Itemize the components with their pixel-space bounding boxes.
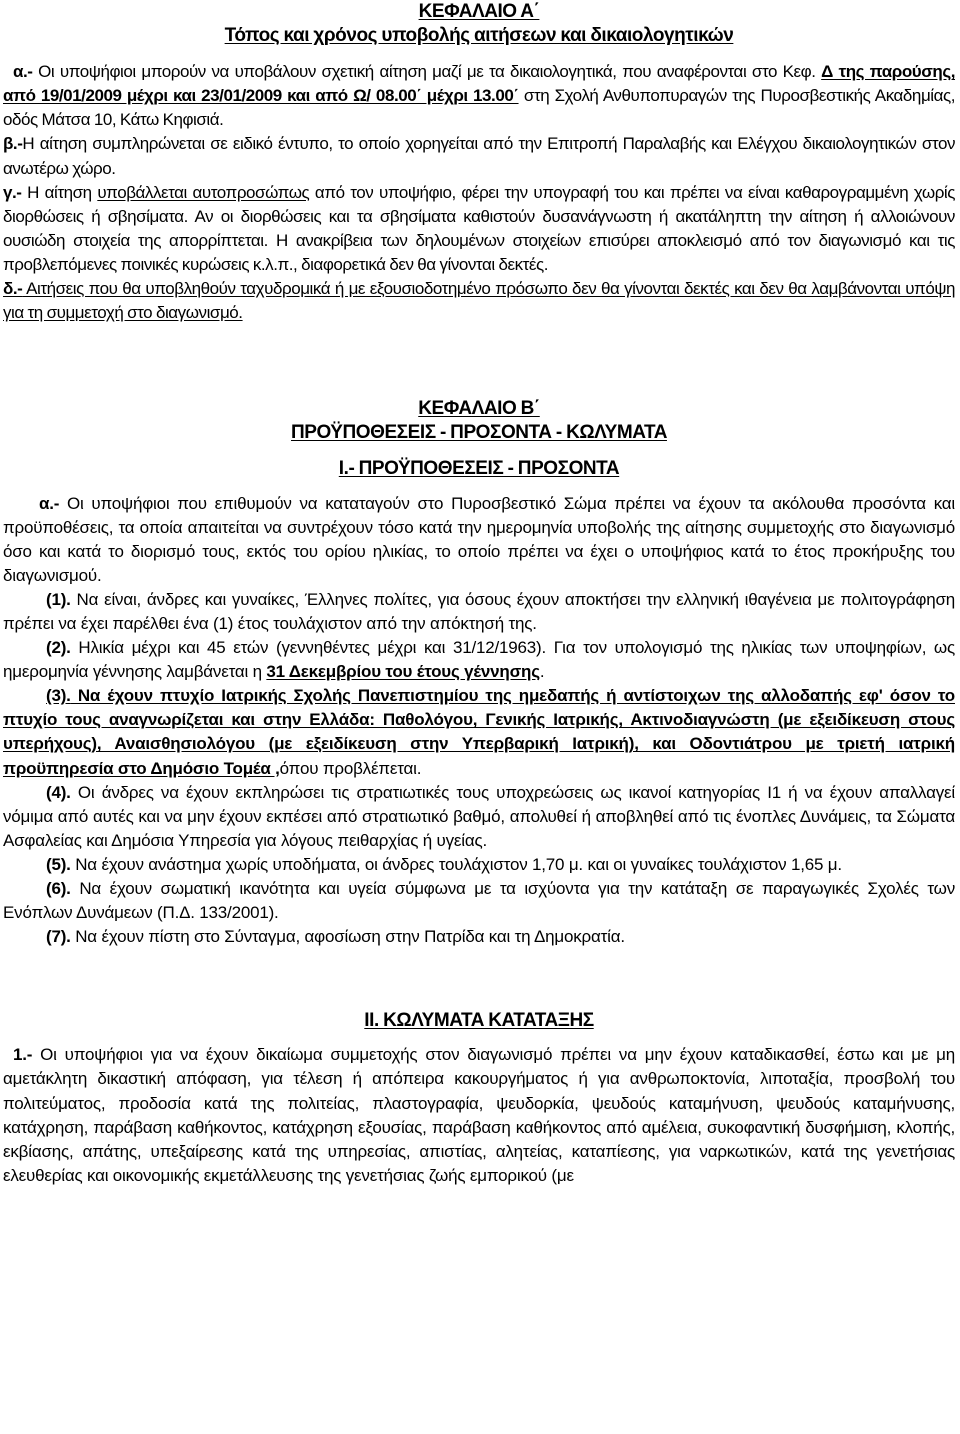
requirement-6 xyxy=(3,877,955,925)
requirement-4-text: Οι άνδρες να έχουν εκπληρώσει τις στρατιωτικές τους υποχρεώσεις ως ικανοί κατηγορίας Ι1 ή να έχουν απαλλαγεί νόμιμα από αυτές και να μην έχουν εκπέσει από στρατιωτικό βαθμό, απολυθεί ή αποβληθεί από τις ένοπλες Δυνάμεις, τα Σώματα Ασφαλείας και Δημόσια Υπηρεσία για λόγους πειθαρχίας ή υγείας. xyxy=(3,782,955,850)
paragraph-c-label: γ.- xyxy=(3,182,22,202)
requirement-7-label: (7). xyxy=(46,927,71,947)
paragraph-d xyxy=(3,277,955,325)
paragraph-a-text2: στη Σχολή Ανθυποπυραγών της Πυροσβεστικής Ακαδημίας, οδός Μάτσα 10, Κάτω Κηφισιά. xyxy=(3,86,956,130)
chapter-a-subtitle: Τόπος και χρόνος υποβολής αιτήσεων και δικαιολογητικών xyxy=(224,25,734,47)
obstacle-1 xyxy=(3,1043,955,1188)
requirement-6-text: Να έχουν σωματική ικανότητα και υγεία σύμφωνα με τα ισχύοντα για την κατάταξη σε παραγωγικές Σχολές των Ενόπλων Δυνάμεων (Π.Δ. 133/2001). xyxy=(3,879,955,923)
paragraph-d-label: δ.- xyxy=(3,279,23,299)
requirement-2-text1: Ηλικία μέχρι και 45 ετών (γεννηθέντες μέχρι και 31/12/1963). Για τον υπολογισμό της ηλικίας των υποψηφίων, ως ημερομηνία γέννησης λαμβάνεται η xyxy=(3,638,955,682)
requirement-4-label: (4). xyxy=(46,782,71,802)
paragraph-c-underlined: υποβάλλεται αυτοπροσώπως xyxy=(97,182,310,202)
requirement-5 xyxy=(3,853,955,877)
paragraph-d-text: Αιτήσεις που θα υποβληθούν ταχυδρομικά ή με εξουσιοδοτημένο πρόσωπο δεν θα γίνονται δεκτές και δεν θα λαμβάνονται υπόψη για τη συμμετοχή στο διαγωνισμό. xyxy=(3,279,955,323)
requirement-4 xyxy=(3,781,955,853)
paragraph-a xyxy=(3,60,955,132)
requirements-intro-text: Οι υποψήφιοι που επιθυμούν να καταταγούν στο Πυροσβεστικό Σώμα πρέπει να έχουν τα ακόλουθα προσόντα και προϋποθέσεις, τα οποία απαιτείται να συντρέχουν τόσο κατά την ημερομηνία υποβολής της αίτησης συμμετοχής στο διαγωνισμό όσο και κατά το διορισμό τους, εκτός του ορίου ηλικίας, το οποίο πρέπει να έχει ο υποψήφιος κατά το έτος προκήρυξης του διαγωνισμού. xyxy=(3,493,955,585)
paragraph-b-label: β.- xyxy=(3,134,23,154)
paragraph-c-text1: Η αίτηση xyxy=(21,182,98,202)
paragraph-c xyxy=(3,181,955,277)
requirement-2 xyxy=(3,636,955,684)
section-1-title: Ι.- ΠΡΟΫΠΟΘΕΣΕΙΣ - ΠΡΟΣΟΝΤΑ xyxy=(338,458,620,480)
paragraph-a-label: α.- xyxy=(13,62,33,82)
requirements-intro xyxy=(3,492,955,588)
paragraph-b-text: Η αίτηση συμπληρώνεται σε ειδικό έντυπο, το οποίο χορηγείται από την Επιτροπή Παραλαβής και Ελέγχου δικαιολογητικών στον ανωτέρω χώρο. xyxy=(3,134,955,178)
section-2-title: ΙΙ. ΚΩΛΥΜΑΤΑ ΚΑΤΑΤΑΞΗΣ xyxy=(364,1010,594,1032)
obstacle-1-label: 1.- xyxy=(13,1045,33,1065)
paragraph-b xyxy=(3,132,955,180)
paragraph-c-text2: από τον υποψήφιο, φέρει την υπογραφή του και πρέπει να είναι καθαρογραμμένη χωρίς διορθώσεις ή σβησίματα. Αν οι διορθώσεις και τα σβησίματα καθιστούν δυσανάγνωστη ή ακατάληπτη την αίτηση ή αλλοιώνουν ουσιώδη στοιχεία της απορρίπτεται. Η ανακρίβεια των δηλουμένων στοιχείων επισύρει αποκλεισμό από τον διαγωνισμό και τις προβλεπόμενες ποινικές κυρώσεις κ.λ.π., διαφορετικά δεν θα γίνονται δεκτές. xyxy=(3,182,955,274)
requirement-7 xyxy=(3,925,955,949)
requirement-1-label: (1). xyxy=(46,589,71,609)
chapter-b-title: ΚΕΦΑΛΑΙΟ Β΄ xyxy=(418,398,540,420)
chapter-b-subtitle: ΠΡΟΫΠΟΘΕΣΕΙΣ - ΠΡΟΣΟΝΤΑ - ΚΩΛΥΜΑΤΑ xyxy=(291,422,667,444)
requirement-3 xyxy=(3,684,955,780)
paragraph-a-bold: Δ της παρούσης, από 19/01/2009 μέχρι και 23/01/2009 και από Ω/ 08.00΄ μέχρι 13.00΄ xyxy=(3,62,956,106)
requirements-intro-label: α.- xyxy=(39,493,60,513)
requirement-5-text: Να έχουν ανάστημα χωρίς υποδήματα, οι άνδρες τουλάχιστον 1,70 μ. και οι γυναίκες τουλάχιστον 1,65 μ. xyxy=(70,854,842,874)
chapter-a-title: ΚΕΦΑΛΑΙΟ Α΄ xyxy=(418,1,540,22)
requirement-7-text: Να έχουν πίστη στο Σύνταγμα, αφοσίωση στην Πατρίδα και τη Δημοκρατία. xyxy=(70,927,625,947)
requirement-6-label: (6). xyxy=(46,879,71,898)
requirement-2-label: (2). xyxy=(46,638,71,658)
requirement-3-bold: Να έχουν πτυχίο Ιατρικής Σχολής Πανεπιστημίου της ημεδαπής ή αντίστοιχων της αλλοδαπής εφ' όσον το πτυχίο τους αναγνωρίζεται και στην Ελλάδα: Παθολόγου, Γενικής Ιατρικής, Ακτινοδιαγνώστη (με εξειδίκευση στους υπερήχους), Αναισθησιολόγου (με εξειδίκευση στην Υπερβαρική Ιατρική), και Οδοντιάτρου με τριετή ιατρική προϋπηρεσία στο Δημόσιο Τομέα , xyxy=(3,686,955,778)
obstacle-1-text: Οι υποψήφιοι για να έχουν δικαίωμα συμμετοχής στον διαγωνισμό πρέπει να μην έχουν καταδικασθεί, έστω και με μη αμετάκλητη δικαστική απόφαση, για τέλεση ή απόπειρα κακουργήματος ή για ανθρωποκτονία, λιποταξία, προσβολή του πολιτεύματος, προδοσία κατά της πολιτείας, πλαστογραφία, ψευδορκία, ψευδούς καταμήνυση, ψευδούς καταμήνυσης, κατάχρηση, παράβαση καθήκοντος, κατάχρηση εξουσίας, παράβαση καθήκοντος από αμέλεια, συκοφαντική δυσφήμιση, κλοπής, εκβίασης, απάτης, υπεξαίρεσης κατά της υπηρεσίας, απιστίας, αλητείας, καταπίεσης, για ναρκωτικών, κατά της γενετήσιας ελευθερίας και οικονομικής εκμετάλλευσης της γενετήσιας ζωής εμπορικού (με xyxy=(3,1045,955,1185)
requirement-5-label: (5). xyxy=(46,854,71,874)
requirement-1 xyxy=(3,588,955,636)
document-page xyxy=(3,0,955,1188)
requirement-1-text: Να είναι, άνδρες και γυναίκες, Έλληνες πολίτες, για όσους έχουν αποκτήσει την ελληνική ιθαγένεια με πολιτογράφηση πρέπει να έχει παρέλθει ένα (1) έτος τουλάχιστον από την απόκτησή της. xyxy=(3,589,955,633)
paragraph-a-text1: Οι υποψήφιοι μπορούν να υποβάλουν σχετική αίτηση μαζί με τα δικαιολογητικά, που αναφέρονται στο Κεφ. xyxy=(32,62,822,82)
requirement-2-bold: 31 Δεκεμβρίου του έτους γέννησης xyxy=(266,662,540,682)
requirement-3-label: (3). xyxy=(46,686,71,706)
requirement-2-text2: . xyxy=(539,662,545,682)
requirement-3-text: όπου προβλέπεται. xyxy=(279,758,422,778)
